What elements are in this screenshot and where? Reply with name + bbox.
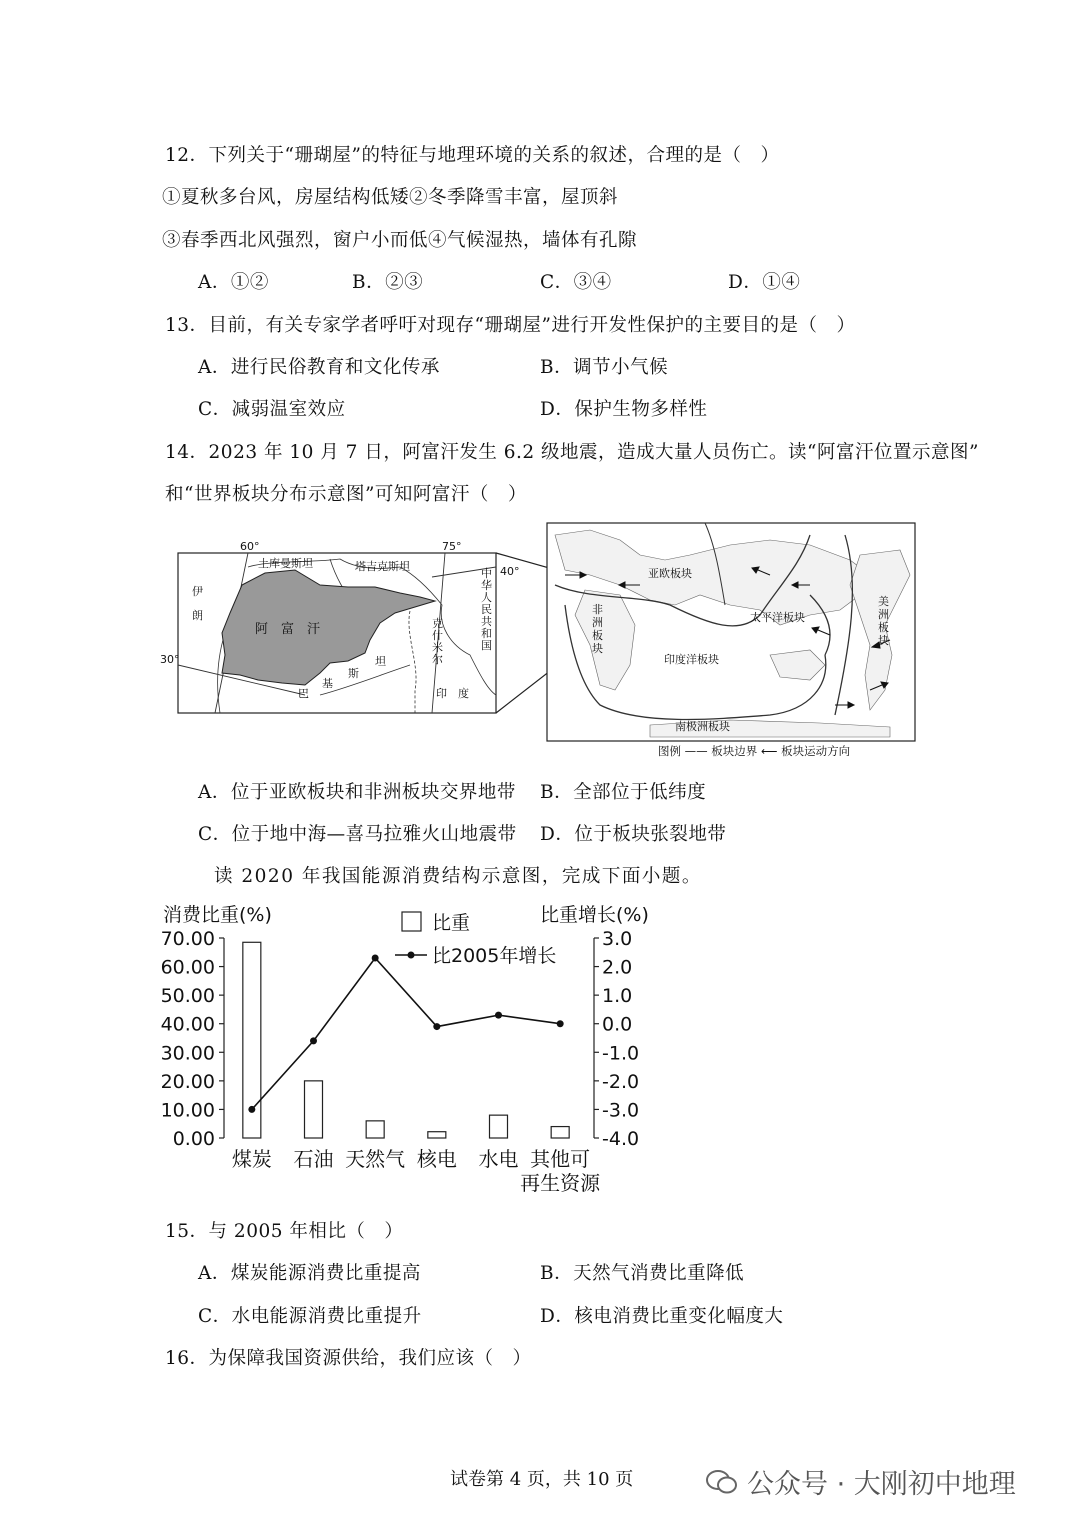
bar-石油 — [305, 1081, 323, 1138]
bar-天然气 — [366, 1121, 384, 1138]
china-label-7: 国 — [481, 639, 492, 652]
american-plate-label-3: 板 — [878, 621, 889, 634]
y-right-tick-label: -3.0 — [602, 1099, 640, 1122]
china-label-6: 和 — [481, 627, 492, 640]
q14-option-d: D．位于板块张裂地带 — [540, 824, 727, 845]
growth-point-其他可再生资源 — [557, 1020, 564, 1027]
china-label-1: 中 — [481, 567, 492, 580]
bar-水电 — [490, 1115, 508, 1138]
q15-option-d: D．核电消费比重变化幅度大 — [540, 1306, 784, 1327]
china-label-2: 华 — [481, 579, 492, 592]
y-right-tick-label: 3.0 — [602, 928, 633, 950]
q12-stem: 12．下列关于“珊瑚屋”的特征与地理环境的关系的叙述，合理的是（ ） — [165, 145, 780, 166]
china-label-4: 民 — [481, 603, 492, 616]
category-label: 天然气 — [345, 1147, 406, 1171]
q15-option-a: A．煤炭能源消费比重提高 — [198, 1263, 421, 1284]
q15-option-b: B．天然气消费比重降低 — [540, 1263, 745, 1284]
lat-40-label: 40° — [500, 565, 520, 578]
q14-option-a: A．位于亚欧板块和非洲板块交界地带 — [198, 782, 516, 803]
q14-stem-line1: 14．2023 年 10 月 7 日，阿富汗发生 6.2 级地震，造成大量人员伤亡。读“阿富汗位置示意图” — [165, 442, 979, 463]
lon-75-label: 75° — [442, 540, 462, 553]
y-left-tick-label: 10.00 — [160, 1099, 215, 1122]
y-left-tick-label: 60.00 — [160, 956, 215, 979]
growth-point-水电 — [495, 1012, 502, 1019]
y-left-tick-label: 70.00 — [160, 928, 215, 950]
growth-line — [252, 958, 560, 1109]
growth-point-石油 — [310, 1037, 317, 1044]
bar-核电 — [428, 1132, 446, 1138]
legend-line-marker — [408, 952, 415, 959]
y-right-tick-label: -4.0 — [602, 1128, 640, 1150]
indian-ocean-plate-label: 印度洋板块 — [664, 653, 719, 666]
afghanistan-label: 阿 富 汗 — [255, 622, 321, 637]
q15-stem: 15．与 2005 年相比（ ） — [165, 1221, 404, 1242]
category-label: 再生资源 — [520, 1171, 601, 1195]
pakistan-label-2: 基 — [322, 677, 333, 690]
china-label-3: 人 — [481, 591, 492, 604]
y-left-tick-label: 40.00 — [160, 1013, 215, 1036]
q12-option-b: B．②③ — [352, 272, 424, 293]
y-left-tick-label: 20.00 — [160, 1070, 215, 1093]
q13-option-c: C．减弱温室效应 — [198, 399, 346, 420]
q12-option-d: D．①④ — [728, 272, 801, 293]
q15-option-c: C．水电能源消费比重提升 — [198, 1306, 422, 1327]
eurasian-plate-label: 亚欧板块 — [648, 567, 692, 580]
pakistan-label-1: 巴 — [298, 687, 309, 700]
kashmir-label-4: 尔 — [432, 653, 443, 666]
lon-60-label: 60° — [240, 540, 260, 553]
iran-label-2: 朗 — [192, 609, 203, 622]
pacific-plate-label: 太平洋板块 — [750, 611, 805, 624]
american-plate-label-1: 美 — [878, 595, 889, 608]
pakistan-label-4: 坦 — [375, 655, 386, 668]
y-right-tick-label: 2.0 — [602, 956, 633, 979]
y-left-tick-label: 50.00 — [160, 985, 215, 1008]
watermark — [705, 1462, 1016, 1501]
y-right-tick-label: 1.0 — [602, 985, 633, 1008]
african-plate-label-1: 非 — [592, 603, 603, 616]
category-label: 核电 — [416, 1147, 457, 1171]
q12-statement-2: ③春季西北风强烈，窗户小而低④气候湿热，墙体有孔隙 — [162, 230, 638, 251]
y-left-tick-label: 30.00 — [160, 1042, 215, 1065]
antarctic-plate-label: 南极洲板块 — [675, 720, 730, 733]
kashmir-label-2: 什 — [432, 629, 443, 642]
q13-option-a: A．进行民俗教育和文化传承 — [198, 357, 440, 378]
iran-label-1: 伊 — [192, 585, 203, 598]
growth-point-天然气 — [372, 955, 379, 962]
china-label-5: 共 — [481, 615, 492, 628]
american-plate-label-2: 洲 — [878, 608, 889, 621]
q12-statement-1: ①夏秋多台风，房屋结构低矮②冬季降雪丰富，屋顶斜 — [162, 187, 619, 208]
q16-stem: 16．为保障我国资源供给，我们应该（ ） — [165, 1348, 532, 1369]
category-label: 其他可 — [530, 1147, 591, 1171]
y-left-tick-label: 0.00 — [172, 1128, 215, 1150]
world-plates-map — [547, 523, 915, 758]
watermark-text: 公众号 · 大刚初中地理 — [747, 1469, 1016, 1500]
legend-bar-swatch — [402, 912, 421, 931]
legend-line-label: 比2005年增长 — [432, 945, 557, 967]
wechat-icon — [705, 1468, 739, 1496]
y-right-tick-label: -1.0 — [602, 1042, 640, 1065]
q14-stem-line2: 和“世界板块分布示意图”可知阿富汗（ ） — [165, 484, 527, 505]
pakistan-label-3: 斯 — [348, 667, 359, 680]
q13-option-d: D．保护生物多样性 — [540, 399, 708, 420]
energy-consumption-chart — [150, 895, 670, 1200]
american-plate-label-4: 块 — [878, 634, 889, 647]
category-label: 煤炭 — [231, 1147, 272, 1171]
african-plate-label-3: 板 — [592, 629, 603, 642]
y-right-tick-label: -2.0 — [602, 1070, 640, 1093]
lat-30-label: 30° — [160, 653, 180, 666]
y-right-tick-label: 0.0 — [602, 1013, 633, 1036]
category-label: 石油 — [293, 1147, 334, 1171]
q13-stem: 13．目前，有关专家学者呼吁对现存“珊瑚屋”进行开发性保护的主要目的是（ ） — [165, 315, 856, 336]
q13-option-b: B．调节小气候 — [540, 357, 669, 378]
y-right-axis-title: 比重增长(%) — [540, 904, 649, 926]
afghanistan-location-map — [160, 540, 520, 713]
y-left-axis-title: 消费比重(%) — [163, 904, 272, 926]
african-plate-label-2: 洲 — [592, 616, 603, 629]
q12-option-a: A．①② — [198, 272, 269, 293]
kashmir-label-3: 米 — [432, 641, 443, 654]
q14-option-c: C．位于地中海—喜马拉雅火山地震带 — [198, 824, 517, 845]
kashmir-label-1: 克 — [432, 617, 443, 630]
page-footer: 试卷第 4 页，共 10 页 — [450, 1469, 634, 1490]
growth-point-煤炭 — [248, 1106, 255, 1113]
q14-maps-figure — [160, 515, 930, 765]
bar-其他可再生资源 — [551, 1127, 569, 1138]
q12-option-c: C．③④ — [540, 272, 612, 293]
turkmenistan-label: 土库曼斯坦 — [258, 557, 313, 570]
india-label: 印 度 — [436, 687, 469, 700]
growth-point-核电 — [433, 1023, 440, 1030]
category-label: 水电 — [478, 1147, 519, 1171]
chart-intro: 读 2020 年我国能源消费结构示意图，完成下面小题。 — [214, 866, 702, 887]
tajikistan-label: 塔吉克斯坦 — [355, 560, 410, 573]
plate-map-legend: 图例 —— 板块边界 ⟵ 板块运动方向 — [658, 744, 851, 758]
legend-bar-label: 比重 — [432, 912, 471, 934]
african-plate-label-4: 块 — [592, 642, 603, 655]
q14-option-b: B．全部位于低纬度 — [540, 782, 707, 803]
